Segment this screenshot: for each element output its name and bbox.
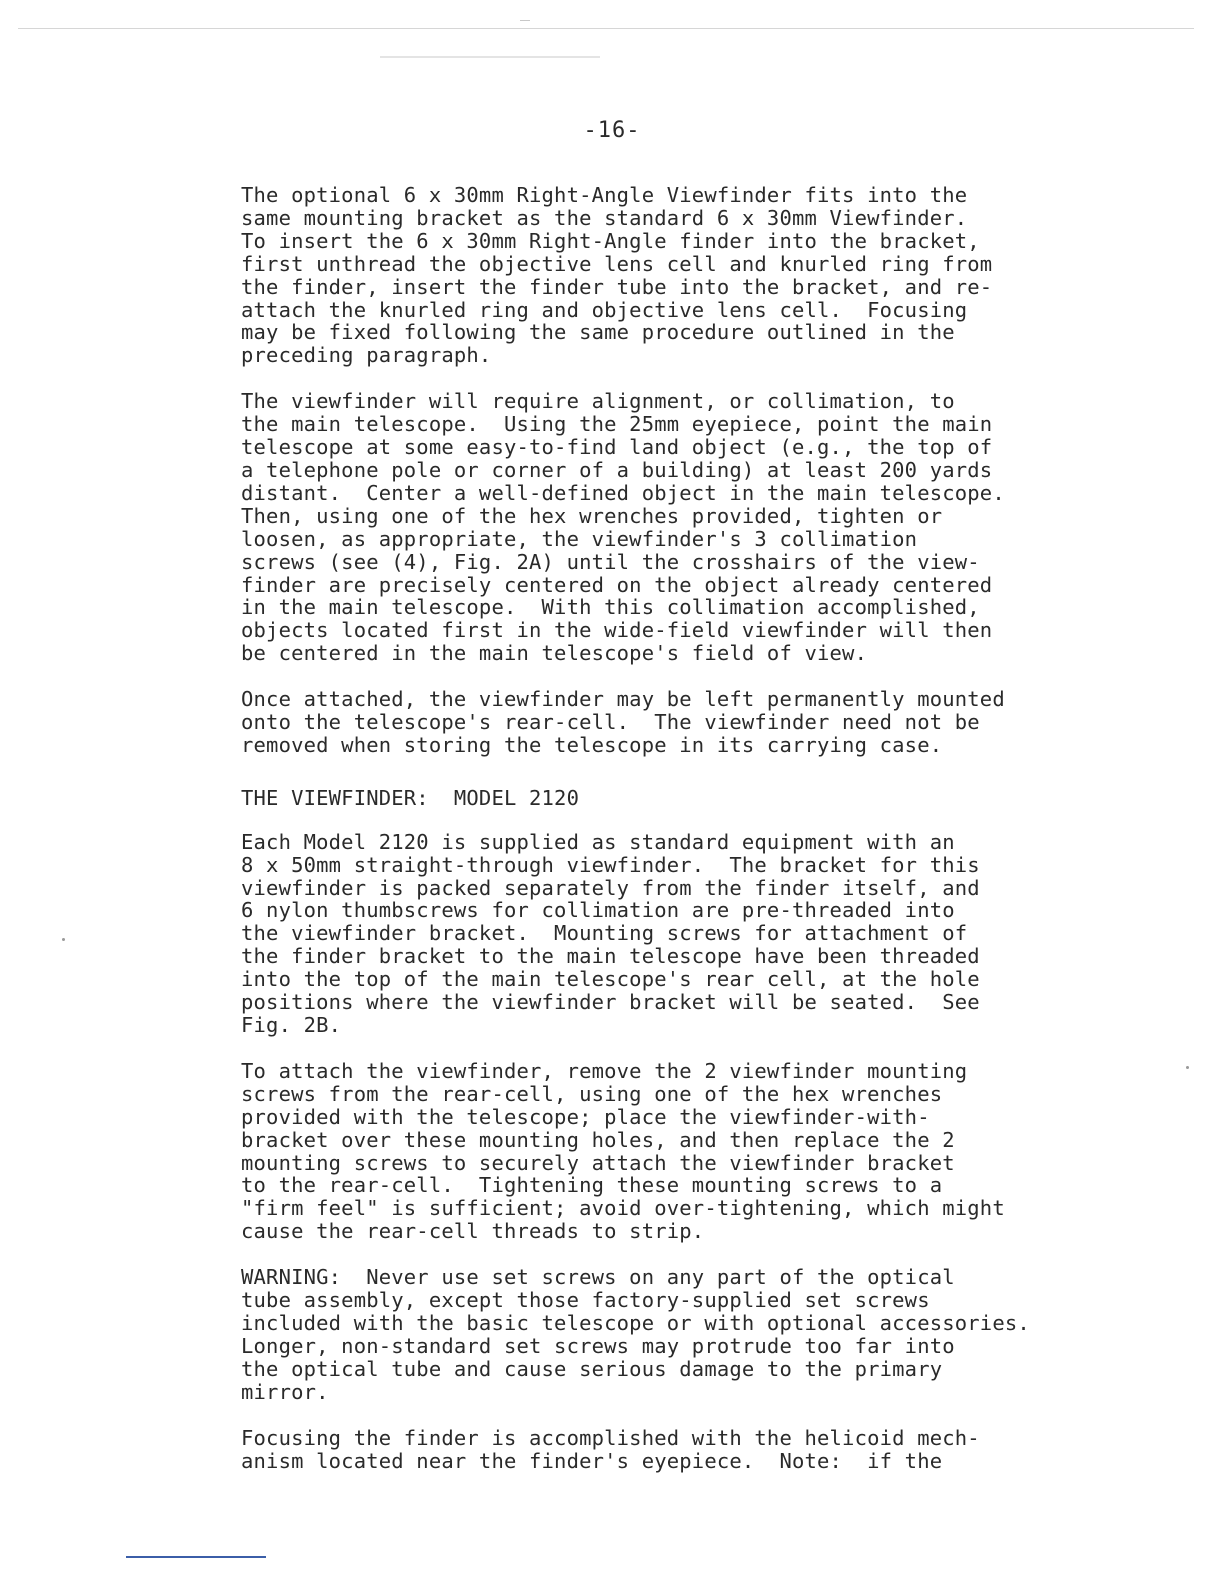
scan-edge-line	[18, 28, 1194, 29]
paragraph-warning: WARNING: Never use set screws on any part of the optical tube assembly, except those factory-supplied set screws included with the basic telescope or with optional accessories. Longer, non-standard set screws may protrude too far into the optical tube and cause serious damage to the primary mirror.	[241, 1265, 1030, 1404]
paragraph-collimation: The viewfinder will require alignment, or collimation, to the main telescope. Using the 25mm eyepiece, point the main telescope at some easy-to-find land object (e.g., the top of a telephone pole or corner of a building) at least 200 yards distant. Center a well-defined object in the main telescope. Then, using one of the hex wrenches provided, tighten or loosen, as appropriate, the viewfinder's 3 collimation screws (see (4), Fig. 2A) until the crosshairs of the view- finder are precisely centered on the object already centered in the main telescope. With this collimation accomplished, objects located first in the wide-field viewfinder will then be centered in the main telescope's field of view.	[241, 389, 1005, 666]
paragraph-focusing: Focusing the finder is accomplished with the helicoid mech- anism located near the finder's eyepiece. Note: if the	[241, 1425, 980, 1473]
scan-speck	[1186, 1066, 1189, 1069]
scan-speck	[62, 938, 65, 941]
footnote-rule	[126, 1556, 266, 1558]
page-number: -16-	[583, 118, 641, 143]
scan-mark	[520, 20, 530, 21]
paragraph-attach-viewfinder: To attach the viewfinder, remove the 2 viewfinder mounting screws from the rear-cell, using one of the hex wrenches provided with the telescope; place the viewfinder-with- bracket over these mounting holes, and then replace the 2 mounting screws to securely attach the viewfinder bracket to the rear-cell. Tightening these mounting screws to a "firm feel" is sufficient; avoid over-tightening, which might cause the rear-cell threads to strip.	[241, 1058, 1005, 1244]
paragraph-model-2120-equipment: Each Model 2120 is supplied as standard equipment with an 8 x 50mm straight-through viewfinder. The bracket for this viewfinder is packed separately from the finder itself, and 6 nylon thumbscrews for collimation are pre-threaded into the viewfinder bracket. Mounting screws for attachment of the finder bracket to the main telescope have been threaded into the top of the main telescope's rear cell, at the hole positions where the viewfinder bracket will be seated. See Fig. 2B.	[241, 829, 980, 1037]
scan-smudge	[380, 56, 600, 58]
section-heading: THE VIEWFINDER: MODEL 2120	[241, 785, 580, 810]
paragraph-permanent-mounting: Once attached, the viewfinder may be left permanently mounted onto the telescope's rear-cell. The viewfinder need not be removed when storing the telescope in its carrying case.	[241, 687, 1005, 757]
paragraph-right-angle-viewfinder: The optional 6 x 30mm Right-Angle Viewfinder fits into the same mounting bracket as the standard 6 x 30mm Viewfinder. To insert the 6 x 30mm Right-Angle finder into the bracket, first unthread the objective lens cell and knurled ring from the finder, insert the finder tube into the bracket, and re- attach the knurled ring and objective lens cell. Focusing may be fixed following the same procedure outlined in the preceding paragraph.	[241, 183, 993, 368]
page-body	[241, 184, 1161, 1495]
